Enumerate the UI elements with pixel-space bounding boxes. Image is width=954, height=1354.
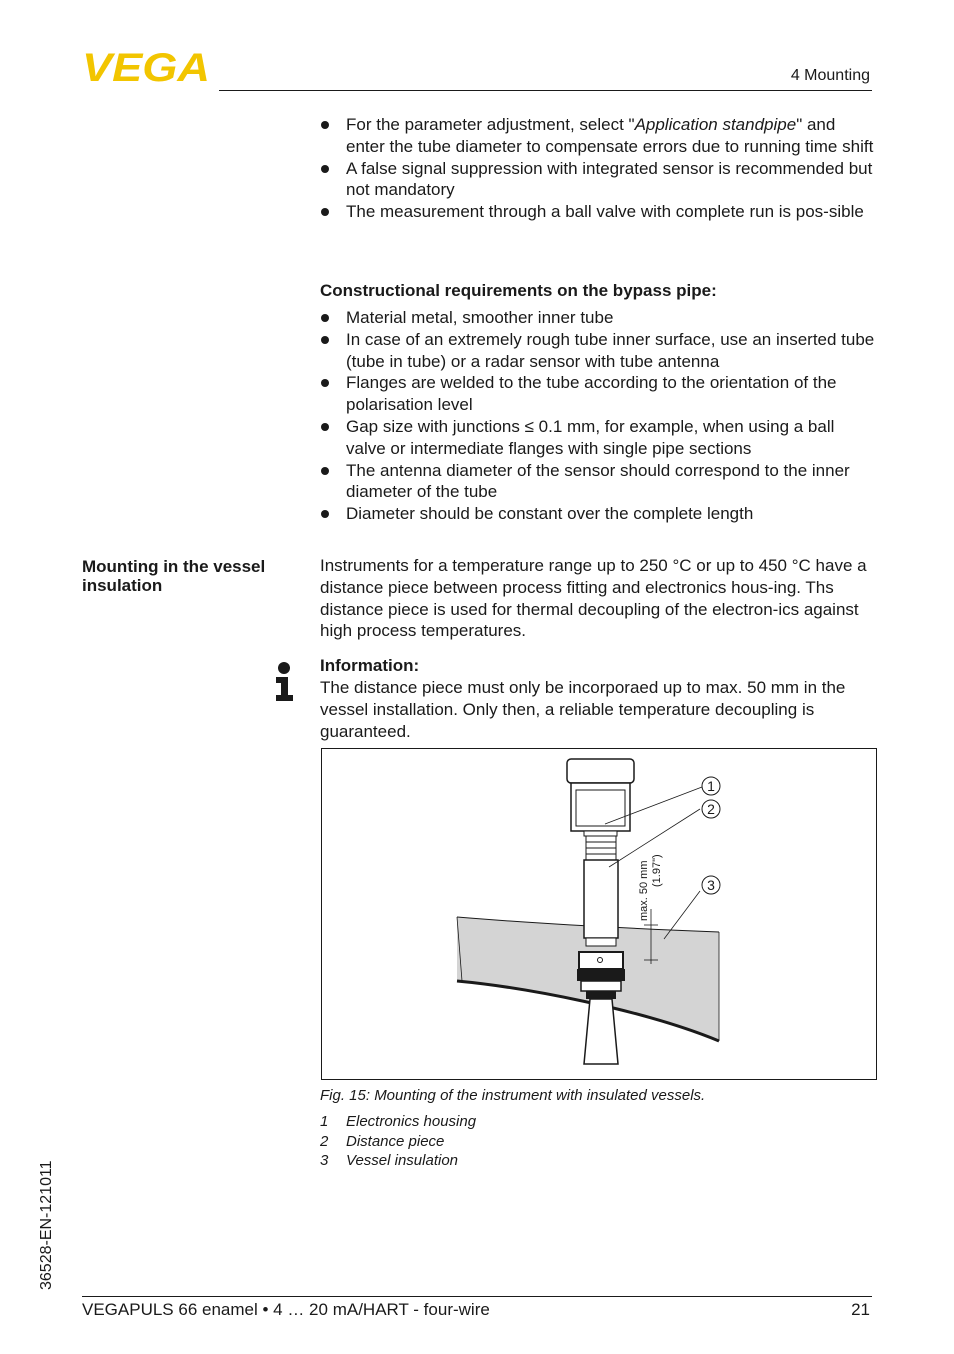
bypass-heading: Constructional requirements on the bypass pipe:: [320, 281, 717, 300]
page-number: 21: [851, 1300, 870, 1319]
vega-logo-text: VEGA: [82, 50, 210, 84]
legend-item: 1 Electronics housing: [320, 1113, 477, 1130]
figure-legend: [320, 1112, 476, 1171]
svg-text:2: 2: [707, 801, 715, 817]
vega-logo: [82, 50, 212, 84]
list-item: For the parameter adjustment, select "Application standpipe" and enter the tube diameter to compensate errors due to running time shift: [320, 114, 876, 158]
header-rule: [219, 90, 872, 91]
electronics-housing: [567, 759, 634, 836]
svg-text:3: 3: [707, 877, 715, 893]
footer-rule: [82, 1296, 872, 1297]
list-item: Gap size with junctions ≤ 0.1 mm, for example, when using a ball valve or intermediate flanges with single pipe sections: [320, 416, 876, 460]
bullet-list-top: [320, 114, 876, 223]
list-item: In case of an extremely rough tube inner surface, use an inserted tube (tube in tube) or a radar sensor with tube antenna: [320, 329, 876, 373]
list-item: The measurement through a ball valve with complete run is pos-sible: [320, 201, 876, 223]
callout-3: [702, 876, 720, 894]
section-label: 4 Mounting: [790, 67, 870, 84]
list-item: The antenna diameter of the sensor should correspond to the inner diameter of the tube: [320, 460, 876, 504]
information-text: The distance piece must only be incorporaed up to max. 50 mm in the vessel installation. Only then, a reliable temperature decoupling is guaranteed.: [320, 678, 846, 741]
bullet-list-bypass: [320, 307, 876, 525]
document-id: 36528-EN-121011: [38, 1160, 55, 1290]
insulation-paragraph: Instruments for a temperature range up to 250 °C or up to 450 °C have a distance piece between process fitting and electronics hous-ing. Ths distance piece is used for thermal decoupling of the electron-ics against high process temperatures.: [320, 556, 867, 641]
info-icon: [273, 662, 295, 702]
dimension-label-inch: (1.97"): [651, 854, 663, 887]
callout-2: [702, 800, 720, 818]
information-title: Information:: [320, 656, 420, 675]
legend-item: 3 Vessel insulation: [320, 1152, 459, 1169]
mounting-figure: [321, 748, 877, 1080]
dimension-label: max. 50 mm: [638, 860, 650, 921]
legend-item: 2 Distance piece: [320, 1132, 445, 1150]
list-item: A false signal suppression with integrated sensor is recommended but not mandatory: [320, 158, 876, 202]
callout-1: [702, 777, 720, 795]
list-item: Diameter should be constant over the complete length: [320, 503, 876, 525]
horn-antenna: [584, 999, 618, 1064]
distance-piece: [584, 836, 618, 946]
mounting-drawing: [322, 749, 876, 1079]
figure-caption: Fig. 15: Mounting of the instrument with insulated vessels.: [320, 1087, 706, 1104]
side-title: Mounting in the vessel insulation: [82, 557, 266, 595]
list-item: Flanges are welded to the tube according to the orientation of the polarisation level: [320, 372, 876, 416]
svg-text:1: 1: [707, 778, 715, 794]
list-item: Material metal, smoother inner tube: [320, 307, 876, 329]
footer-product: VEGAPULS 66 enamel • 4 … 20 mA/HART - four-wire: [82, 1300, 490, 1319]
